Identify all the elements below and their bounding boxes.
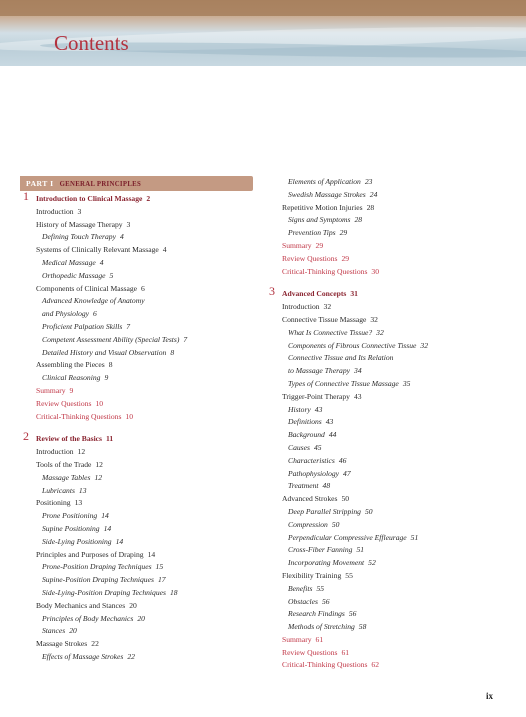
entry-title: Prone Positioning: [42, 511, 98, 521]
page-number: 29: [341, 253, 350, 263]
toc-subsection-entry[interactable]: [266, 416, 506, 429]
page-number: 30: [371, 266, 380, 276]
page-number: 32: [370, 314, 378, 324]
toc-section-entry[interactable]: [20, 638, 253, 651]
page-number: 6: [93, 309, 97, 319]
page-title: Contents: [54, 31, 129, 55]
toc-endmatter-entry[interactable]: [266, 266, 506, 279]
toc-subsection-entry[interactable]: [20, 536, 253, 549]
toc-subsection-entry[interactable]: [20, 231, 253, 244]
page-number: 47: [343, 468, 351, 478]
page-number: 43: [325, 417, 334, 427]
page-number: 12: [77, 447, 86, 457]
entry-title: Detailed History and Visual Observation: [42, 347, 167, 357]
toc-section-entry[interactable]: [266, 202, 506, 215]
page-number: 22: [91, 639, 99, 649]
entry-title: Definitions: [288, 417, 322, 427]
toc-chapter-entry[interactable]: [20, 189, 253, 206]
page-number: 24: [369, 189, 378, 199]
page-number: 4: [162, 245, 167, 255]
page-number: 46: [338, 455, 347, 465]
entry-title: Components of Clinical Massage: [36, 283, 138, 293]
toc-subsection-entry[interactable]: [266, 532, 506, 545]
entry-title: Lubricants: [42, 485, 75, 495]
entry-title: Orthopedic Massage: [42, 270, 106, 280]
page-number: 34: [354, 366, 362, 376]
entry-title: Background: [288, 430, 325, 440]
entry-title: Flexibility Training: [282, 570, 342, 580]
part-heading: [20, 176, 253, 191]
entry-title: Side-Lying Positioning: [42, 536, 112, 546]
entry-title-continued: to Massage Therapy: [288, 366, 351, 376]
toc-section-entry[interactable]: [266, 391, 506, 404]
page-number: 44: [328, 430, 337, 440]
page-number: 56: [321, 596, 330, 606]
toc-endmatter-entry[interactable]: [266, 647, 506, 660]
toc-endmatter-entry[interactable]: [20, 398, 253, 411]
entry-title: Connective Tissue Massage: [282, 314, 367, 324]
toc-subsection-entry[interactable]: [20, 523, 253, 536]
page-number: 3: [77, 206, 82, 216]
page-number: 13: [74, 498, 83, 508]
entry-title: Critical-Thinking Questions: [36, 411, 122, 421]
entry-title: Supine Positioning: [42, 523, 100, 533]
toc-subsection-entry[interactable]: [266, 519, 506, 532]
toc-subsection-entry[interactable]: [266, 557, 506, 570]
page-number: 13: [78, 485, 87, 495]
page-number: 14: [147, 549, 156, 559]
page-number: 62: [371, 660, 380, 670]
toc-subsection-entry[interactable]: [266, 429, 506, 442]
entry-title: Cross-Fiber Fanning: [288, 545, 353, 555]
page-number: 5: [109, 270, 114, 280]
entry-title: Deep Parallel Stripping: [288, 506, 361, 516]
toc-subsection-entry[interactable]: [20, 485, 253, 498]
entry-title: Connective Tissue and Its Relation: [288, 353, 394, 363]
entry-title: Repetitive Motion Injuries: [282, 202, 363, 212]
entry-title: Research Findings: [288, 609, 345, 619]
entry-title: Methods of Stretching: [288, 622, 355, 632]
chapter-number: 1: [23, 189, 29, 203]
entry-title: Effects of Massage Strokes: [42, 651, 124, 661]
page-number: 50: [341, 494, 350, 504]
entry-title: Characteristics: [288, 455, 335, 465]
entry-title: Body Mechanics and Stances: [36, 600, 126, 610]
toc-subsection-entry[interactable]: [266, 608, 506, 621]
toc-endmatter-entry[interactable]: [266, 240, 506, 253]
page-number: 28: [366, 202, 375, 212]
entry-title: Incorporating Movement: [288, 558, 365, 568]
toc-subsection-entry[interactable]: [20, 625, 253, 638]
toc-section-entry[interactable]: [20, 497, 253, 510]
entry-title: Review of the Basics: [36, 434, 103, 444]
entry-title: Introduction: [36, 447, 74, 457]
page-number: 51: [356, 545, 365, 555]
page-number: 7: [126, 321, 131, 331]
entry-title: Benefits: [288, 583, 313, 593]
toc-section-entry[interactable]: [20, 549, 253, 562]
toc-section-entry[interactable]: [20, 206, 253, 219]
page-number: 8: [108, 360, 113, 370]
page-number: 14: [101, 511, 109, 521]
entry-title: Introduction to Clinical Massage: [36, 194, 143, 203]
page-number: 3: [126, 219, 131, 229]
entry-title: What Is Connective Tissue?: [288, 327, 373, 337]
page-number: 51: [410, 532, 419, 542]
page-number: 11: [106, 434, 114, 444]
toc-subsection-entry[interactable]: [266, 327, 506, 340]
page-number: 28: [354, 215, 363, 225]
page-number: 55: [345, 570, 353, 580]
toc-section-entry[interactable]: [20, 359, 253, 372]
entry-title-continued: and Physiology: [42, 309, 90, 319]
entry-title: Advanced Knowledge of Anatomy: [42, 296, 145, 306]
toc-subsection-entry[interactable]: [266, 442, 506, 455]
entry-title: Types of Connective Tissue Massage: [288, 378, 399, 388]
toc-section-entry[interactable]: [266, 493, 506, 506]
toc-chapter-entry[interactable]: [20, 429, 253, 446]
toc-subsection-entry[interactable]: [20, 574, 253, 587]
entry-title: Summary: [282, 634, 312, 644]
entry-title: Prone-Position Draping Techniques: [42, 562, 152, 572]
entry-title: Components of Fibrous Connective Tissue: [288, 340, 417, 350]
page-number: 14: [115, 536, 124, 546]
toc-subsection-entry[interactable]: [266, 480, 506, 493]
page-number: 20: [69, 626, 77, 636]
toc-list-left: [20, 189, 253, 664]
entry-title: Tools of the Trade: [36, 459, 92, 469]
toc-subsection-entry[interactable]: [266, 340, 506, 353]
entry-title: Supine-Position Draping Techniques: [42, 575, 154, 585]
entry-title: Pathophysiology: [288, 468, 340, 478]
toc-endmatter-entry[interactable]: [20, 411, 253, 424]
toc-subsection-entry[interactable]: [266, 227, 506, 240]
entry-title: History of Massage Therapy: [36, 219, 123, 229]
page-number: 6: [141, 283, 145, 293]
entry-title: Swedish Massage Strokes: [288, 189, 366, 199]
toc-subsection-entry[interactable]: [266, 176, 506, 189]
chapter-number: 2: [23, 429, 29, 444]
entry-title: Competent Assessment Ability (Special Tests): [42, 334, 180, 344]
toc-subsection-entry[interactable]: [20, 472, 253, 485]
entry-title: Perpendicular Compressive Effleurage: [288, 532, 407, 542]
entry-title: Medical Massage: [42, 257, 96, 267]
toc-section-entry[interactable]: [20, 283, 253, 296]
toc-subsection-entry[interactable]: [20, 257, 253, 270]
page-number: 35: [402, 378, 411, 388]
toc-subsection-entry[interactable]: [266, 544, 506, 557]
page-number: 10: [125, 411, 134, 421]
entry-title: Obstacles: [288, 596, 318, 606]
toc-subsection-entry[interactable]: [266, 378, 506, 391]
entry-title: Principles of Body Mechanics: [42, 613, 134, 623]
chapter-number: 3: [269, 284, 275, 299]
page-number: 18: [169, 587, 178, 597]
toc-subsection-entry[interactable]: [266, 468, 506, 481]
entry-title: Systems of Clinically Relevant Massage: [36, 245, 159, 255]
toc-right-column: [266, 176, 506, 672]
entry-title: Causes: [288, 442, 310, 452]
page-number: 43: [314, 404, 323, 414]
page-number: 29: [339, 228, 348, 238]
page-number: 32: [376, 327, 384, 337]
entry-title: Principles and Purposes of Draping: [36, 549, 144, 559]
entry-title: Defining Touch Therapy: [42, 232, 116, 242]
page-number: 15: [155, 562, 164, 572]
toc-endmatter-entry[interactable]: [266, 253, 506, 266]
entry-title: Elements of Application: [288, 177, 361, 186]
toc-section-entry[interactable]: [20, 219, 253, 232]
part-number: PART I: [26, 179, 54, 188]
toc-subsection-entry[interactable]: [20, 561, 253, 574]
toc-left-column: [20, 176, 253, 664]
toc-section-entry[interactable]: [266, 314, 506, 327]
toc-subsection-entry[interactable]: [20, 651, 253, 664]
page-number: 29: [315, 240, 324, 250]
entry-title: Proficient Palpation Skills: [42, 321, 123, 331]
toc-endmatter-entry[interactable]: [266, 659, 506, 672]
entry-title: Introduction: [282, 302, 320, 312]
entry-title: History: [288, 404, 311, 414]
page-number: 12: [95, 459, 103, 469]
page-number: 9: [104, 373, 109, 383]
entry-title: Advanced Strokes: [282, 494, 338, 504]
toc-subsection-entry[interactable]: [20, 347, 253, 360]
page-number: 32: [323, 302, 332, 312]
page-number: 52: [368, 558, 376, 568]
toc-subsection-entry[interactable]: [266, 404, 506, 417]
page-number: 2: [146, 194, 151, 203]
toc-section-entry[interactable]: [20, 446, 253, 459]
section-gap: [20, 423, 253, 431]
toc-subsection-entry[interactable]: [20, 295, 253, 321]
toc-section-entry[interactable]: [20, 600, 253, 613]
toc-subsection-entry[interactable]: [266, 214, 506, 227]
entry-title: Clinical Reasoning: [42, 373, 101, 383]
entry-title: Signs and Symptoms: [288, 215, 351, 225]
toc-subsection-entry[interactable]: [20, 334, 253, 347]
entry-title: Treatment: [288, 481, 319, 491]
page-number: 55: [316, 583, 325, 593]
entry-title: Trigger-Point Therapy: [282, 391, 350, 401]
page-number: 22: [127, 651, 135, 661]
entry-title: Review Questions: [282, 647, 338, 657]
toc-subsection-entry[interactable]: [20, 372, 253, 385]
toc-subsection-entry[interactable]: [20, 587, 253, 600]
entry-title: Prevention Tips: [288, 228, 336, 238]
page-number: 20: [129, 600, 137, 610]
page-number: 31: [350, 289, 358, 299]
toc-chapter-entry[interactable]: [266, 284, 506, 301]
toc-subsection-entry[interactable]: [266, 352, 506, 378]
entry-title: Massage Tables: [42, 472, 91, 482]
page-number: 56: [348, 609, 357, 619]
page-number: 61: [341, 647, 350, 657]
page-number: 23: [364, 177, 373, 186]
toc-subsection-entry[interactable]: [266, 596, 506, 609]
toc-subsection-entry[interactable]: [20, 510, 253, 523]
part-title: GENERAL PRINCIPLES: [59, 181, 142, 188]
toc-subsection-entry[interactable]: [266, 583, 506, 596]
page-number: 50: [364, 506, 373, 516]
page-number: 58: [358, 622, 367, 632]
entry-title: Advanced Concepts: [282, 289, 347, 299]
entry-title: Side-Lying-Position Draping Techniques: [42, 587, 166, 597]
entry-title: Assembling the Pieces: [36, 360, 105, 370]
page-folio: ix: [486, 691, 494, 701]
page-number: 32: [420, 340, 428, 350]
banner-top-band: [0, 0, 526, 16]
entry-title: Massage Strokes: [36, 639, 88, 649]
entry-title: Compression: [288, 519, 328, 529]
entry-title: Critical-Thinking Questions: [282, 266, 368, 276]
toc-section-entry[interactable]: [20, 459, 253, 472]
page-number: 7: [183, 334, 188, 344]
page-number: 45: [313, 442, 322, 452]
page-number: 61: [315, 634, 324, 644]
toc-endmatter-entry[interactable]: [20, 385, 253, 398]
page-number: 12: [94, 472, 103, 482]
page-number: 9: [69, 385, 74, 395]
toc-section-entry[interactable]: [20, 244, 253, 257]
toc-subsection-entry[interactable]: [266, 506, 506, 519]
toc-subsection-entry[interactable]: [266, 455, 506, 468]
page-number: 4: [119, 232, 124, 242]
page-number: 14: [103, 523, 112, 533]
page-number: 8: [170, 347, 175, 357]
entry-title: Summary: [36, 385, 66, 395]
toc-subsection-entry[interactable]: [20, 321, 253, 334]
entry-title: Critical-Thinking Questions: [282, 660, 368, 670]
entry-title: Positioning: [36, 498, 71, 508]
page-number: 4: [99, 257, 104, 267]
toc-endmatter-entry[interactable]: [266, 634, 506, 647]
entry-title: Introduction: [36, 206, 74, 216]
entry-title: Summary: [282, 240, 312, 250]
page-number: 17: [157, 575, 166, 585]
toc-section-entry[interactable]: [266, 301, 506, 314]
entry-title: Review Questions: [36, 398, 92, 408]
toc-subsection-entry[interactable]: [20, 270, 253, 283]
toc-list-right: [266, 176, 506, 672]
toc-subsection-entry[interactable]: [266, 189, 506, 202]
section-gap: [266, 278, 506, 286]
page-number: 43: [353, 391, 362, 401]
page-number: 20: [137, 613, 145, 623]
toc-subsection-entry[interactable]: [266, 621, 506, 634]
entry-title: Review Questions: [282, 253, 338, 263]
page-number: 10: [95, 398, 104, 408]
entry-title: Stances: [42, 626, 66, 636]
page-number: 50: [331, 519, 340, 529]
toc-subsection-entry[interactable]: [20, 613, 253, 626]
page-number: 48: [322, 481, 331, 491]
toc-section-entry[interactable]: [266, 570, 506, 583]
